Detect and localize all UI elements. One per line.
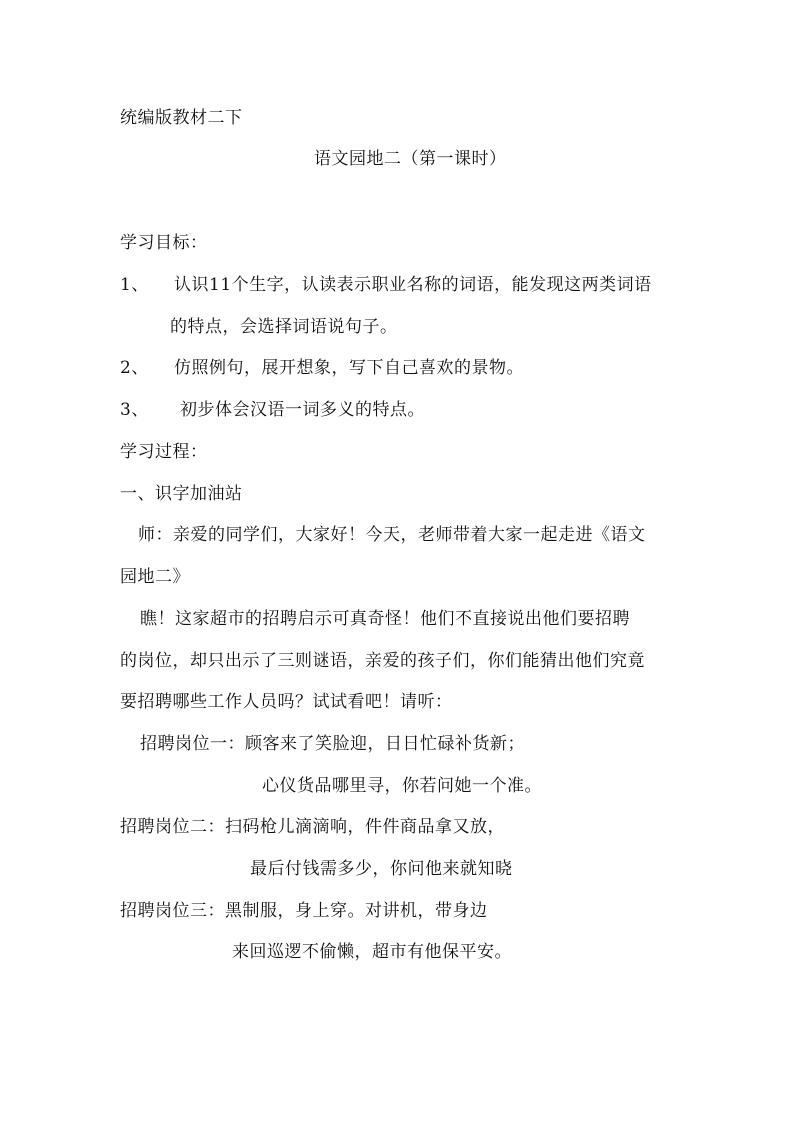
paragraph-line: 的岗位，却只出示了三则谜语，亲爱的孩子们，你们能猜出他们究竟 (120, 651, 645, 671)
objective-item (120, 357, 524, 379)
section-heading: 一、识字加油站 (120, 484, 243, 504)
riddle-line: 来回巡逻不偷懒，超市有他保平安。 (232, 942, 512, 962)
objective-number: 1、 (120, 275, 149, 295)
paragraph-line: 要招聘哪些工作人员吗？试试看吧！请听： (120, 692, 453, 712)
riddle-line: 心仪货品哪里寻，你若问她一个准。 (262, 776, 542, 796)
edition-label: 统编版教材二下 (120, 108, 243, 128)
objectives-heading: 学习目标： (120, 233, 208, 253)
objective-text: 认识11个生字，认读表示职业名称的词语，能发现这两类词语 (174, 275, 652, 295)
objective-text: 仿照例句，展开想象，写下自己喜欢的景物。 (174, 358, 524, 378)
objective-item (120, 274, 652, 296)
objective-text-continued: 的特点，会选择词语说句子。 (170, 317, 398, 337)
paragraph-line: 瞧！这家超市的招聘启示可真奇怪！他们不直接说出他们要招聘 (140, 609, 630, 629)
objective-item (120, 399, 425, 421)
objective-number: 3、 (120, 400, 149, 420)
objective-number: 2、 (120, 358, 149, 378)
riddle-line: 招聘岗位三：黑制服，身上穿。对讲机，带身边 (120, 901, 488, 921)
lesson-title: 语文园地二（第一课时） (314, 149, 507, 169)
paragraph-line: 师：亲爱的同学们，大家好！今天，老师带着大家一起走进《语文 (138, 525, 646, 545)
riddle-line: 最后付钱需多少，你问他来就知晓 (250, 859, 513, 879)
riddle-line: 招聘岗位二：扫码枪儿滴滴响，件件商品拿又放， (120, 817, 505, 837)
process-heading: 学习过程： (120, 442, 208, 462)
paragraph-line: 园地二》 (120, 567, 190, 587)
objective-text: 初步体会汉语一词多义的特点。 (180, 400, 425, 420)
riddle-line: 招聘岗位一：顾客来了笑脸迎，日日忙碌补货新； (140, 734, 525, 754)
